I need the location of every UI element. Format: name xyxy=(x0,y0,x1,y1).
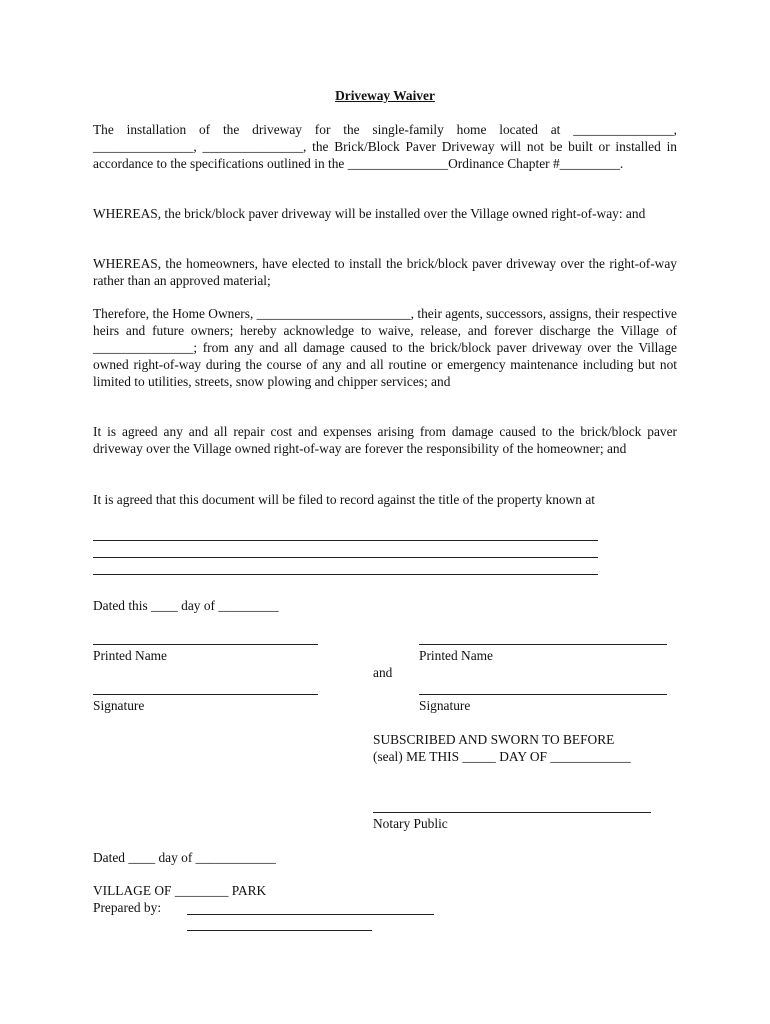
paragraph-therefore-waiver: Therefore, the Home Owners, _______________________, their agents, successors, assigns, their respective heirs and future owners; hereby acknowledge to waive, release, and forever discharge the Village of _______________; from any and all damage caused to the brick/block paver driveway over the Village owned right-of-way during the course of any and all routine or emergency maintenance including but not limited to utilities, streets, snow plowing and chipper services; and xyxy=(93,306,677,389)
notary-signature-line xyxy=(373,812,651,813)
property-address-line-2 xyxy=(93,557,598,558)
prepared-by-line-1 xyxy=(187,914,434,915)
notary-public-label: Notary Public xyxy=(373,816,448,831)
right-printed-name-line xyxy=(419,644,667,645)
and-connector: and xyxy=(373,665,393,680)
paragraph-filed-record: It is agreed that this document will be filed to record against the title of the property known at xyxy=(93,492,596,507)
prepared-by-line-2 xyxy=(187,930,372,931)
prepared-by-label: Prepared by: xyxy=(93,900,162,915)
subscribed-sworn-line-2: (seal) ME THIS _____ DAY OF ____________ xyxy=(373,749,631,764)
left-signature-line xyxy=(93,694,318,695)
paragraph-repair-cost: It is agreed any and all repair cost and expenses arising from damage caused to the brick/block paver driveway over the Village owned right-of-way are forever the responsibility of the homeowner; and xyxy=(93,424,677,456)
right-signature-line xyxy=(419,694,667,695)
right-printed-name-label: Printed Name xyxy=(419,648,494,663)
dated-this-line: Dated this ____ day of _________ xyxy=(93,598,279,613)
property-address-line-3 xyxy=(93,574,598,575)
subscribed-sworn-line-1: SUBSCRIBED AND SWORN TO BEFORE xyxy=(373,732,615,747)
paragraph-installation: The installation of the driveway for the single-family home located at _______________, _______________, _______________, the Brick/Block Paver Driveway will not be built or installed in accordance to the specifications outlined in the _______________Ordinance Chapter #_________. xyxy=(93,122,677,171)
right-signature-label: Signature xyxy=(419,698,471,713)
village-of-park-line: VILLAGE OF ________ PARK xyxy=(93,883,267,898)
property-address-line-1 xyxy=(93,540,598,541)
dated-day-line: Dated ____ day of ____________ xyxy=(93,850,276,865)
paragraph-whereas-homeowners: WHEREAS, the homeowners, have elected to install the brick/block paver driveway over the right-of-way rather than an approved material; xyxy=(93,256,677,288)
paragraph-whereas-right-of-way: WHEREAS, the brick/block paver driveway will be installed over the Village owned right-of-way: and xyxy=(93,206,646,221)
left-printed-name-label: Printed Name xyxy=(93,648,168,663)
left-signature-label: Signature xyxy=(93,698,145,713)
left-printed-name-line xyxy=(93,644,318,645)
document-title: Driveway Waiver xyxy=(335,88,435,103)
